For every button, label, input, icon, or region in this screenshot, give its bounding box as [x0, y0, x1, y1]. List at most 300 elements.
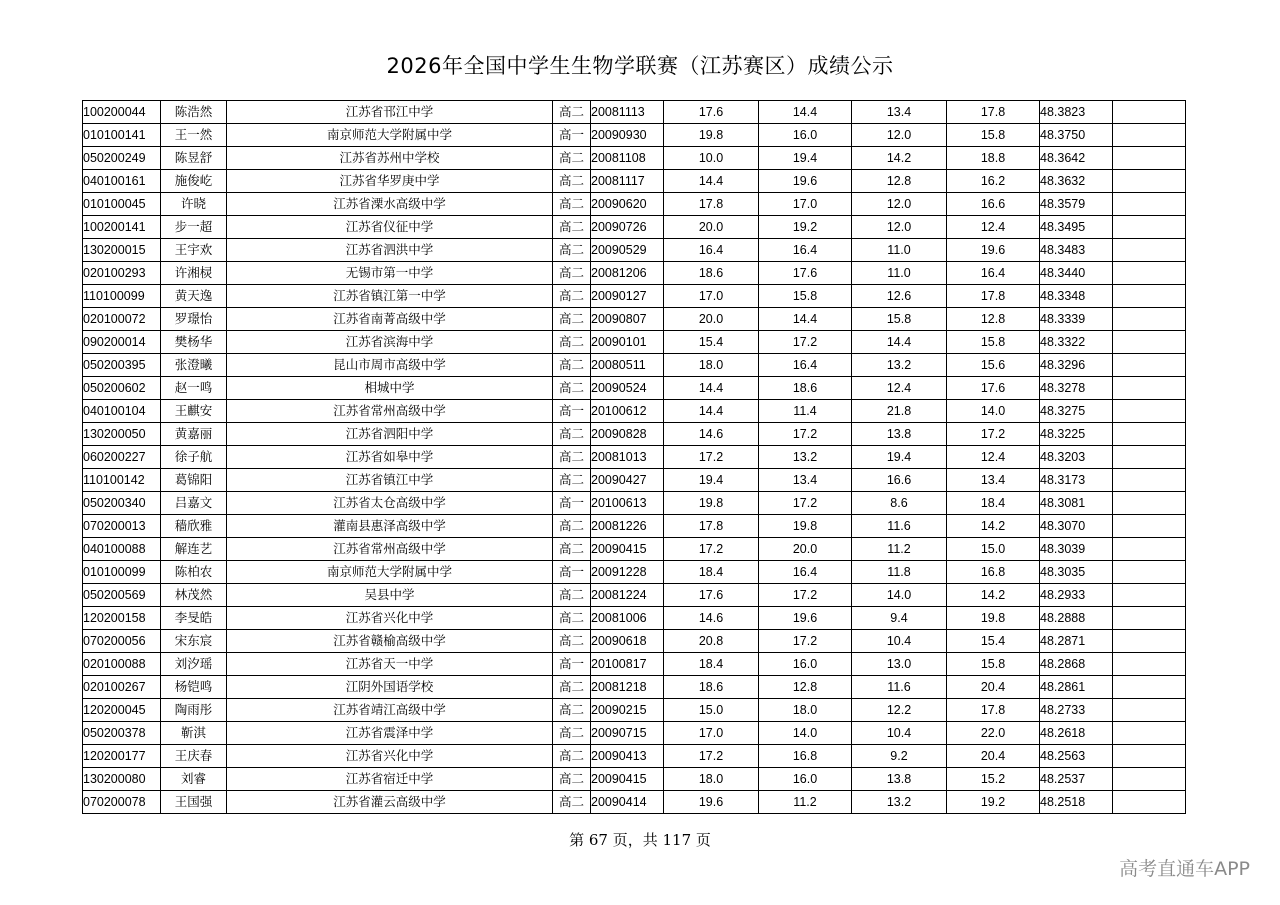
score-3-cell: 11.6 — [852, 515, 947, 538]
table-row — [83, 607, 1186, 630]
student-id-cell: 130200015 — [83, 239, 161, 262]
score-1-cell: 19.6 — [664, 791, 759, 814]
score-3-cell: 13.4 — [852, 101, 947, 124]
blank-cell — [1113, 262, 1186, 285]
student-name-cell: 樊杨华 — [161, 331, 227, 354]
score-2-cell: 17.2 — [759, 423, 852, 446]
student-id-cell: 020100088 — [83, 653, 161, 676]
total-score-cell: 48.2618 — [1040, 722, 1113, 745]
score-2-cell: 16.8 — [759, 745, 852, 768]
total-score-cell: 48.2868 — [1040, 653, 1113, 676]
table-row — [83, 538, 1186, 561]
school-cell: 江苏省泗阳中学 — [227, 423, 553, 446]
score-2-cell: 15.8 — [759, 285, 852, 308]
total-score-cell: 48.3203 — [1040, 446, 1113, 469]
birthdate-cell: 20090101 — [591, 331, 664, 354]
total-score-cell: 48.3278 — [1040, 377, 1113, 400]
score-2-cell: 16.4 — [759, 561, 852, 584]
score-4-cell: 19.6 — [947, 239, 1040, 262]
table-row — [83, 584, 1186, 607]
birthdate-cell: 20090413 — [591, 745, 664, 768]
score-3-cell: 15.8 — [852, 308, 947, 331]
score-4-cell: 18.8 — [947, 147, 1040, 170]
grade-cell: 高一 — [553, 492, 591, 515]
school-cell: 吴县中学 — [227, 584, 553, 607]
student-name-cell: 解连艺 — [161, 538, 227, 561]
birthdate-cell: 20081006 — [591, 607, 664, 630]
score-3-cell: 13.0 — [852, 653, 947, 676]
score-4-cell: 15.4 — [947, 630, 1040, 653]
blank-cell — [1113, 193, 1186, 216]
blank-cell — [1113, 538, 1186, 561]
birthdate-cell: 20080511 — [591, 354, 664, 377]
blank-cell — [1113, 699, 1186, 722]
table-row — [83, 193, 1186, 216]
student-name-cell: 黄嘉丽 — [161, 423, 227, 446]
student-name-cell: 赵一鸣 — [161, 377, 227, 400]
total-score-cell: 48.2861 — [1040, 676, 1113, 699]
student-id-cell: 020100072 — [83, 308, 161, 331]
total-score-cell: 48.3750 — [1040, 124, 1113, 147]
score-4-cell: 20.4 — [947, 745, 1040, 768]
score-2-cell: 13.4 — [759, 469, 852, 492]
score-3-cell: 13.8 — [852, 423, 947, 446]
total-score-cell: 48.3039 — [1040, 538, 1113, 561]
school-cell: 江苏省镇江中学 — [227, 469, 553, 492]
blank-cell — [1113, 515, 1186, 538]
score-3-cell: 11.8 — [852, 561, 947, 584]
total-score-cell: 48.2563 — [1040, 745, 1113, 768]
student-name-cell: 王一然 — [161, 124, 227, 147]
score-4-cell: 15.0 — [947, 538, 1040, 561]
score-3-cell: 13.8 — [852, 768, 947, 791]
blank-cell — [1113, 216, 1186, 239]
score-1-cell: 15.0 — [664, 699, 759, 722]
score-2-cell: 18.6 — [759, 377, 852, 400]
student-name-cell: 刘汐瑶 — [161, 653, 227, 676]
school-cell: 江苏省泗洪中学 — [227, 239, 553, 262]
score-3-cell: 11.2 — [852, 538, 947, 561]
school-cell: 江苏省赣榆高级中学 — [227, 630, 553, 653]
birthdate-cell: 20090618 — [591, 630, 664, 653]
grade-cell: 高二 — [553, 423, 591, 446]
grade-cell: 高二 — [553, 101, 591, 124]
grade-cell: 高二 — [553, 216, 591, 239]
blank-cell — [1113, 469, 1186, 492]
school-cell: 灌南县惠泽高级中学 — [227, 515, 553, 538]
score-2-cell: 19.6 — [759, 607, 852, 630]
birthdate-cell: 20081117 — [591, 170, 664, 193]
score-4-cell: 20.4 — [947, 676, 1040, 699]
student-id-cell: 020100267 — [83, 676, 161, 699]
score-1-cell: 14.4 — [664, 400, 759, 423]
blank-cell — [1113, 170, 1186, 193]
score-2-cell: 11.4 — [759, 400, 852, 423]
total-score-cell: 48.2933 — [1040, 584, 1113, 607]
table-row — [83, 331, 1186, 354]
score-4-cell: 22.0 — [947, 722, 1040, 745]
total-score-cell: 48.3823 — [1040, 101, 1113, 124]
student-name-cell: 王庆春 — [161, 745, 227, 768]
grade-cell: 高二 — [553, 745, 591, 768]
page-footer: 第 67 页，共 117 页 — [569, 831, 711, 849]
birthdate-cell: 20091228 — [591, 561, 664, 584]
student-id-cell: 050200249 — [83, 147, 161, 170]
score-2-cell: 16.0 — [759, 124, 852, 147]
student-id-cell: 100200141 — [83, 216, 161, 239]
score-4-cell: 18.4 — [947, 492, 1040, 515]
score-4-cell: 12.4 — [947, 216, 1040, 239]
student-name-cell: 宋东宸 — [161, 630, 227, 653]
birthdate-cell: 20081013 — [591, 446, 664, 469]
score-4-cell: 17.2 — [947, 423, 1040, 446]
grade-cell: 高二 — [553, 262, 591, 285]
score-1-cell: 18.0 — [664, 354, 759, 377]
birthdate-cell: 20090715 — [591, 722, 664, 745]
score-3-cell: 16.6 — [852, 469, 947, 492]
score-1-cell: 10.0 — [664, 147, 759, 170]
blank-cell — [1113, 791, 1186, 814]
score-3-cell: 8.6 — [852, 492, 947, 515]
score-2-cell: 13.2 — [759, 446, 852, 469]
blank-cell — [1113, 492, 1186, 515]
grade-cell: 高二 — [553, 630, 591, 653]
table-row — [83, 308, 1186, 331]
total-score-cell: 48.3339 — [1040, 308, 1113, 331]
birthdate-cell: 20090415 — [591, 538, 664, 561]
student-id-cell: 070200013 — [83, 515, 161, 538]
score-1-cell: 17.0 — [664, 285, 759, 308]
watermark: 高考直通车APP — [1119, 858, 1250, 880]
score-1-cell: 14.6 — [664, 607, 759, 630]
score-2-cell: 16.0 — [759, 768, 852, 791]
blank-cell — [1113, 239, 1186, 262]
table-row — [83, 101, 1186, 124]
score-2-cell: 20.0 — [759, 538, 852, 561]
birthdate-cell: 20081113 — [591, 101, 664, 124]
total-score-cell: 48.3495 — [1040, 216, 1113, 239]
score-2-cell: 19.2 — [759, 216, 852, 239]
student-name-cell: 王宇欢 — [161, 239, 227, 262]
student-name-cell: 靳淇 — [161, 722, 227, 745]
table-row — [83, 354, 1186, 377]
school-cell: 江苏省灌云高级中学 — [227, 791, 553, 814]
student-id-cell: 040100088 — [83, 538, 161, 561]
score-1-cell: 14.4 — [664, 377, 759, 400]
score-4-cell: 14.2 — [947, 515, 1040, 538]
score-3-cell: 12.4 — [852, 377, 947, 400]
score-3-cell: 14.4 — [852, 331, 947, 354]
student-id-cell: 120200045 — [83, 699, 161, 722]
score-1-cell: 18.4 — [664, 561, 759, 584]
total-score-cell: 48.3173 — [1040, 469, 1113, 492]
student-name-cell: 陶雨彤 — [161, 699, 227, 722]
grade-cell: 高一 — [553, 124, 591, 147]
grade-cell: 高二 — [553, 469, 591, 492]
score-2-cell: 19.6 — [759, 170, 852, 193]
score-2-cell: 11.2 — [759, 791, 852, 814]
score-1-cell: 18.0 — [664, 768, 759, 791]
score-4-cell: 15.8 — [947, 331, 1040, 354]
grade-cell: 高二 — [553, 170, 591, 193]
total-score-cell: 48.3348 — [1040, 285, 1113, 308]
table-row — [83, 653, 1186, 676]
school-cell: 江苏省邗江中学 — [227, 101, 553, 124]
table-row — [83, 791, 1186, 814]
score-2-cell: 14.0 — [759, 722, 852, 745]
results-table-body — [83, 101, 1186, 814]
total-score-cell: 48.3081 — [1040, 492, 1113, 515]
student-name-cell: 徐子航 — [161, 446, 227, 469]
total-score-cell: 48.2518 — [1040, 791, 1113, 814]
score-1-cell: 17.8 — [664, 515, 759, 538]
score-1-cell: 18.6 — [664, 676, 759, 699]
grade-cell: 高一 — [553, 653, 591, 676]
score-3-cell: 12.0 — [852, 216, 947, 239]
score-2-cell: 18.0 — [759, 699, 852, 722]
school-cell: 无锡市第一中学 — [227, 262, 553, 285]
blank-cell — [1113, 101, 1186, 124]
score-4-cell: 17.8 — [947, 101, 1040, 124]
student-name-cell: 陈柏农 — [161, 561, 227, 584]
student-name-cell: 刘睿 — [161, 768, 227, 791]
score-2-cell: 17.2 — [759, 331, 852, 354]
grade-cell: 高二 — [553, 515, 591, 538]
score-1-cell: 17.2 — [664, 538, 759, 561]
student-id-cell: 040100104 — [83, 400, 161, 423]
score-2-cell: 16.4 — [759, 239, 852, 262]
score-1-cell: 18.4 — [664, 653, 759, 676]
score-2-cell: 16.4 — [759, 354, 852, 377]
table-row — [83, 170, 1186, 193]
grade-cell: 高二 — [553, 584, 591, 607]
score-4-cell: 17.8 — [947, 285, 1040, 308]
score-3-cell: 10.4 — [852, 630, 947, 653]
total-score-cell: 48.3632 — [1040, 170, 1113, 193]
score-2-cell: 14.4 — [759, 308, 852, 331]
score-1-cell: 16.4 — [664, 239, 759, 262]
score-3-cell: 12.6 — [852, 285, 947, 308]
birthdate-cell: 20100613 — [591, 492, 664, 515]
birthdate-cell: 20090427 — [591, 469, 664, 492]
total-score-cell: 48.3296 — [1040, 354, 1113, 377]
school-cell: 江苏省太仓高级中学 — [227, 492, 553, 515]
school-cell: 江苏省天一中学 — [227, 653, 553, 676]
score-3-cell: 10.4 — [852, 722, 947, 745]
blank-cell — [1113, 768, 1186, 791]
score-4-cell: 16.4 — [947, 262, 1040, 285]
student-name-cell: 罗璟怡 — [161, 308, 227, 331]
total-score-cell: 48.3225 — [1040, 423, 1113, 446]
school-cell: 相城中学 — [227, 377, 553, 400]
birthdate-cell: 20090726 — [591, 216, 664, 239]
student-name-cell: 林茂然 — [161, 584, 227, 607]
student-id-cell: 120200158 — [83, 607, 161, 630]
table-row — [83, 400, 1186, 423]
score-3-cell: 11.0 — [852, 262, 947, 285]
school-cell: 江苏省溧水高级中学 — [227, 193, 553, 216]
blank-cell — [1113, 446, 1186, 469]
student-id-cell: 060200227 — [83, 446, 161, 469]
school-cell: 江苏省常州高级中学 — [227, 400, 553, 423]
student-id-cell: 100200044 — [83, 101, 161, 124]
grade-cell: 高二 — [553, 722, 591, 745]
school-cell: 江苏省震泽中学 — [227, 722, 553, 745]
blank-cell — [1113, 400, 1186, 423]
birthdate-cell: 20090215 — [591, 699, 664, 722]
score-3-cell: 21.8 — [852, 400, 947, 423]
blank-cell — [1113, 676, 1186, 699]
grade-cell: 高二 — [553, 699, 591, 722]
score-3-cell: 12.2 — [852, 699, 947, 722]
blank-cell — [1113, 561, 1186, 584]
score-1-cell: 19.8 — [664, 492, 759, 515]
grade-cell: 高二 — [553, 768, 591, 791]
blank-cell — [1113, 653, 1186, 676]
score-2-cell: 17.0 — [759, 193, 852, 216]
table-row — [83, 515, 1186, 538]
score-4-cell: 16.6 — [947, 193, 1040, 216]
score-1-cell: 15.4 — [664, 331, 759, 354]
school-cell: 江苏省宿迁中学 — [227, 768, 553, 791]
blank-cell — [1113, 377, 1186, 400]
school-cell: 江苏省仪征中学 — [227, 216, 553, 239]
score-3-cell: 11.0 — [852, 239, 947, 262]
score-3-cell: 12.0 — [852, 124, 947, 147]
score-1-cell: 20.0 — [664, 216, 759, 239]
student-id-cell: 050200378 — [83, 722, 161, 745]
score-1-cell: 17.2 — [664, 446, 759, 469]
blank-cell — [1113, 124, 1186, 147]
birthdate-cell: 20090524 — [591, 377, 664, 400]
table-row — [83, 561, 1186, 584]
school-cell: 江苏省滨海中学 — [227, 331, 553, 354]
school-cell: 江苏省如皋中学 — [227, 446, 553, 469]
table-row — [83, 216, 1186, 239]
total-score-cell: 48.2537 — [1040, 768, 1113, 791]
grade-cell: 高二 — [553, 377, 591, 400]
student-id-cell: 110100099 — [83, 285, 161, 308]
grade-cell: 高二 — [553, 791, 591, 814]
student-name-cell: 许湘棂 — [161, 262, 227, 285]
school-cell: 江阴外国语学校 — [227, 676, 553, 699]
birthdate-cell: 20081108 — [591, 147, 664, 170]
student-id-cell: 010100141 — [83, 124, 161, 147]
table-row — [83, 262, 1186, 285]
student-name-cell: 许晓 — [161, 193, 227, 216]
table-row — [83, 722, 1186, 745]
table-row — [83, 676, 1186, 699]
score-4-cell: 17.6 — [947, 377, 1040, 400]
table-row — [83, 745, 1186, 768]
score-1-cell: 18.6 — [664, 262, 759, 285]
student-name-cell: 陈浩然 — [161, 101, 227, 124]
score-1-cell: 20.0 — [664, 308, 759, 331]
score-1-cell: 14.6 — [664, 423, 759, 446]
student-id-cell: 070200056 — [83, 630, 161, 653]
score-4-cell: 15.2 — [947, 768, 1040, 791]
blank-cell — [1113, 745, 1186, 768]
score-4-cell: 12.8 — [947, 308, 1040, 331]
student-id-cell: 020100293 — [83, 262, 161, 285]
grade-cell: 高二 — [553, 331, 591, 354]
score-1-cell: 17.2 — [664, 745, 759, 768]
table-row — [83, 699, 1186, 722]
student-name-cell: 穑欣雅 — [161, 515, 227, 538]
blank-cell — [1113, 285, 1186, 308]
score-4-cell: 14.2 — [947, 584, 1040, 607]
total-score-cell: 48.2888 — [1040, 607, 1113, 630]
table-row — [83, 377, 1186, 400]
score-3-cell: 19.4 — [852, 446, 947, 469]
table-row — [83, 446, 1186, 469]
total-score-cell: 48.2871 — [1040, 630, 1113, 653]
grade-cell: 高二 — [553, 285, 591, 308]
document-title: 2026年全国中学生生物学联赛（江苏赛区）成绩公示 — [386, 54, 894, 78]
grade-cell: 高二 — [553, 308, 591, 331]
score-4-cell: 15.8 — [947, 124, 1040, 147]
total-score-cell: 48.3579 — [1040, 193, 1113, 216]
grade-cell: 高二 — [553, 676, 591, 699]
score-3-cell: 11.6 — [852, 676, 947, 699]
table-row — [83, 492, 1186, 515]
grade-cell: 高二 — [553, 538, 591, 561]
table-row — [83, 285, 1186, 308]
score-3-cell: 13.2 — [852, 791, 947, 814]
score-1-cell: 17.8 — [664, 193, 759, 216]
birthdate-cell: 20100817 — [591, 653, 664, 676]
score-4-cell: 16.2 — [947, 170, 1040, 193]
grade-cell: 高二 — [553, 607, 591, 630]
school-cell: 昆山市周市高级中学 — [227, 354, 553, 377]
table-row — [83, 630, 1186, 653]
total-score-cell: 48.3035 — [1040, 561, 1113, 584]
student-name-cell: 施俊屹 — [161, 170, 227, 193]
score-1-cell: 17.0 — [664, 722, 759, 745]
student-id-cell: 130200080 — [83, 768, 161, 791]
score-4-cell: 17.8 — [947, 699, 1040, 722]
total-score-cell: 48.3642 — [1040, 147, 1113, 170]
score-1-cell: 17.6 — [664, 101, 759, 124]
score-3-cell: 9.4 — [852, 607, 947, 630]
total-score-cell: 48.3070 — [1040, 515, 1113, 538]
student-id-cell: 090200014 — [83, 331, 161, 354]
student-name-cell: 葛锦阳 — [161, 469, 227, 492]
student-id-cell: 050200569 — [83, 584, 161, 607]
score-2-cell: 19.8 — [759, 515, 852, 538]
score-4-cell: 15.8 — [947, 653, 1040, 676]
birthdate-cell: 20090930 — [591, 124, 664, 147]
birthdate-cell: 20090415 — [591, 768, 664, 791]
birthdate-cell: 20081224 — [591, 584, 664, 607]
school-cell: 江苏省兴化中学 — [227, 607, 553, 630]
student-name-cell: 王麒安 — [161, 400, 227, 423]
student-id-cell: 010100045 — [83, 193, 161, 216]
table-row — [83, 768, 1186, 791]
blank-cell — [1113, 630, 1186, 653]
school-cell: 江苏省兴化中学 — [227, 745, 553, 768]
blank-cell — [1113, 308, 1186, 331]
student-name-cell: 步一超 — [161, 216, 227, 239]
score-4-cell: 19.8 — [947, 607, 1040, 630]
student-id-cell: 110100142 — [83, 469, 161, 492]
student-name-cell: 张澄曦 — [161, 354, 227, 377]
birthdate-cell: 20090529 — [591, 239, 664, 262]
birthdate-cell: 20090620 — [591, 193, 664, 216]
score-2-cell: 16.0 — [759, 653, 852, 676]
score-3-cell: 14.2 — [852, 147, 947, 170]
student-name-cell: 李旻皓 — [161, 607, 227, 630]
